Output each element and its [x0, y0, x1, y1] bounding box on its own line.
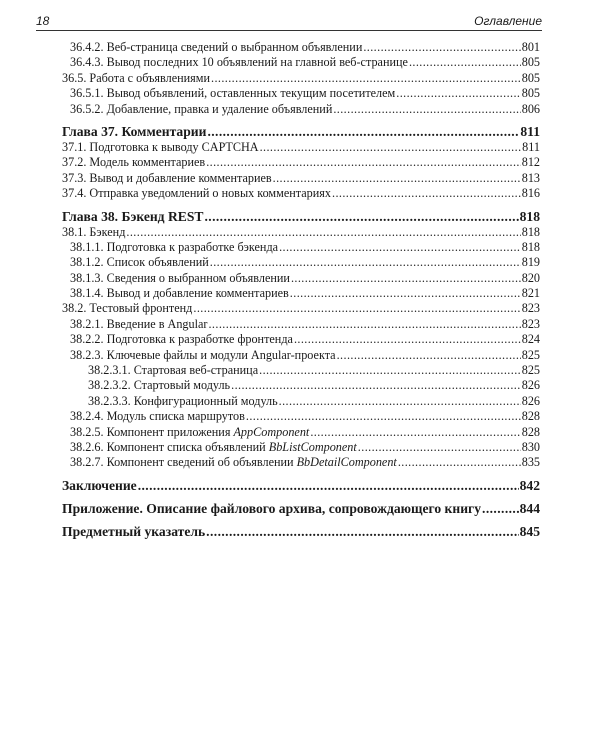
- toc-entry-title: [62, 171, 272, 186]
- toc-entry-title: [62, 478, 137, 493]
- toc-entry-title: [70, 55, 408, 70]
- toc-entry-title-text: 38.2.3.2. Стартовый модуль: [88, 378, 231, 393]
- dot-leader: [337, 348, 521, 363]
- toc-entry-title-text: Глава 37. Комментарии: [62, 123, 207, 139]
- toc-entry-page: 818: [519, 208, 540, 224]
- toc-entry-page: 801: [521, 40, 540, 54]
- toc-chapter-entry: [62, 524, 540, 540]
- toc-entry: [62, 40, 540, 55]
- toc-chapter-entry: [62, 209, 540, 225]
- dot-leader: [398, 455, 521, 470]
- toc-entry-title-text: 38.2.3. Ключевые файлы и модули Angular-проекта: [70, 347, 336, 362]
- dot-leader: [260, 140, 522, 155]
- toc-entry: [62, 286, 540, 301]
- toc-entry: [62, 155, 540, 170]
- toc-entry-title: [70, 255, 209, 270]
- toc-entry-page: 828: [521, 409, 540, 424]
- toc-entry-page: 805: [521, 70, 540, 85]
- toc-chapter-entry: [62, 501, 540, 517]
- toc-entry-title-text: 38.2.7. Компонент сведений об объявлении: [70, 455, 297, 470]
- dot-leader: [193, 301, 520, 316]
- toc-entry: [62, 378, 540, 393]
- dot-leader: [333, 102, 520, 117]
- dot-leader: [259, 363, 521, 378]
- toc-entry-title-text: 38.2.3.3. Конфигурационный модуль: [88, 393, 278, 408]
- toc-entry-title: [62, 155, 205, 170]
- toc-entry-page: 823: [521, 316, 540, 331]
- toc-entry: [62, 102, 540, 117]
- toc-entry-title-text: Предметный указатель: [62, 523, 206, 539]
- toc-entry: [62, 409, 540, 424]
- toc-entry-page: 821: [521, 286, 540, 301]
- dot-leader: [279, 394, 521, 409]
- toc-entry-title-text: 38.1.1. Подготовка к разработке бэкенда: [70, 239, 279, 254]
- toc-entry-title: [62, 225, 125, 240]
- toc-entry-page: 826: [521, 378, 540, 393]
- toc-entry-title-text: 36.4.3. Вывод последних 10 объявлений на главной веб-странице: [70, 55, 408, 70]
- toc-entry-title: [88, 363, 258, 378]
- toc-entry-page: 812: [521, 155, 540, 170]
- dot-leader: [279, 240, 521, 255]
- toc-entry-title-italic: AppComponent: [233, 424, 310, 439]
- toc-entry-title: [62, 524, 205, 539]
- toc-entry-page: 825: [521, 347, 540, 362]
- toc-entry-title-text: 38.2.3.1. Стартовая веб-страница: [88, 363, 259, 378]
- dot-leader: [290, 286, 521, 301]
- dot-leader: [310, 425, 520, 440]
- toc-entry-page: 844: [519, 500, 540, 516]
- dot-leader: [206, 155, 521, 170]
- dot-leader: [246, 409, 521, 424]
- page-header: [36, 10, 542, 31]
- toc-entry-page: 818: [521, 224, 540, 239]
- toc-entry-title-text: 38.2.2. Подготовка к разработке фронтенда: [70, 332, 293, 347]
- toc-entry-title-text: Заключение: [62, 477, 137, 493]
- toc-entry: [62, 186, 540, 201]
- toc-entry-page: 828: [521, 424, 540, 439]
- toc-entry-page: 842: [519, 477, 540, 493]
- dot-leader: [409, 55, 521, 70]
- toc-entry-title-text: 38.2.5. Компонент приложения: [70, 424, 234, 439]
- table-of-contents: [62, 40, 540, 540]
- toc-entry: [62, 271, 540, 286]
- toc-entry-page: 811: [522, 139, 540, 154]
- toc-entry-title-text: 37.2. Модель комментариев: [62, 155, 206, 170]
- toc-entry-page: 805: [521, 55, 540, 70]
- toc-entry-page: 813: [521, 170, 540, 185]
- toc-entry-page: 845: [519, 523, 540, 539]
- toc-entry-page: 823: [521, 301, 540, 316]
- toc-entry-title: [62, 186, 331, 201]
- toc-entry-title: [70, 317, 207, 332]
- toc-entry-title: [70, 286, 289, 301]
- dot-leader: [211, 71, 521, 86]
- dot-leader: [207, 124, 519, 139]
- dot-leader: [126, 225, 520, 240]
- toc-entry: [62, 55, 540, 70]
- toc-entry: [62, 301, 540, 316]
- dot-leader: [482, 501, 519, 516]
- toc-entry-title: [70, 271, 290, 286]
- toc-entry-title-text: 38.1.4. Вывод и добавление комментариев: [70, 286, 289, 301]
- dot-leader: [358, 440, 521, 455]
- toc-entry: [62, 440, 540, 455]
- toc-entry-title: [70, 332, 293, 347]
- toc-entry-title-text: 38.1.2. Список объявлений: [70, 255, 209, 270]
- toc-entry-title-italic: BbListComponent: [268, 439, 357, 454]
- toc-entry: [62, 255, 540, 270]
- toc-entry: [62, 171, 540, 186]
- toc-entry-title: [70, 409, 245, 424]
- toc-entry-title-text: 36.5. Работа с объявлениями: [62, 70, 210, 85]
- toc-entry-title-text: 38.1. Бэкенд: [62, 224, 126, 239]
- toc-entry-page: 811: [520, 123, 540, 139]
- toc-entry-title-text: 38.2.6. Компонент списка объявлений: [70, 439, 269, 454]
- toc-entry: [62, 86, 540, 101]
- toc-entry-title-text: 36.4.2. Веб-страница сведений о выбранном объявлении: [70, 40, 363, 54]
- toc-entry: [62, 317, 540, 332]
- toc-entry-title: [88, 394, 278, 409]
- toc-entry-page: 805: [521, 86, 540, 101]
- dot-leader: [332, 186, 521, 201]
- toc-entry: [62, 363, 540, 378]
- toc-entry-title: [88, 378, 230, 393]
- toc-entry-title: [62, 301, 192, 316]
- toc-entry-title: [70, 240, 278, 255]
- toc-entry: [62, 348, 540, 363]
- toc-entry: [62, 455, 540, 470]
- dot-leader: [363, 40, 520, 55]
- toc-entry-page: 826: [521, 393, 540, 408]
- toc-entry-title-text: 38.2. Тестовый фронтенд: [62, 301, 193, 316]
- toc-entry-title-text: 36.5.2. Добавление, правка и удаление объявлений: [70, 101, 333, 116]
- toc-entry-page: 835: [521, 455, 540, 470]
- toc-entry-page: 825: [521, 363, 540, 378]
- toc-entry-page: 806: [521, 101, 540, 116]
- toc-entry-title-text: 37.3. Вывод и добавление комментариев: [62, 170, 272, 185]
- toc-entry-page: 824: [521, 332, 540, 347]
- running-title: Оглавление: [474, 14, 542, 28]
- toc-entry-title-italic: BbDetailComponent: [296, 455, 397, 470]
- dot-leader: [204, 209, 518, 224]
- dot-leader: [396, 86, 520, 101]
- toc-entry-title: [70, 425, 309, 440]
- toc-entry-title: [62, 71, 210, 86]
- toc-entry-page: 819: [521, 255, 540, 270]
- toc-entry-title: [70, 455, 397, 470]
- dot-leader: [273, 171, 521, 186]
- toc-entry-page: 816: [521, 186, 540, 201]
- toc-entry-page: 830: [521, 439, 540, 454]
- page-number: 18: [36, 14, 50, 28]
- dot-leader: [208, 317, 520, 332]
- dot-leader: [294, 332, 521, 347]
- toc-entry-title: [62, 140, 259, 155]
- toc-entry: [62, 425, 540, 440]
- toc-chapter-entry: [62, 124, 540, 140]
- toc-entry-title-text: 38.2.4. Модуль списка маршрутов: [70, 409, 245, 424]
- toc-entry-title-text: 37.1. Подготовка к выводу CAPTCHA: [62, 139, 259, 154]
- toc-entry-title: [70, 40, 362, 55]
- toc-entry-title-text: 37.4. Отправка уведомлений о новых комментариях: [62, 186, 331, 201]
- toc-entry: [62, 240, 540, 255]
- toc-entry-title: [70, 86, 395, 101]
- toc-chapter-entry: [62, 478, 540, 494]
- toc-entry-title: [70, 102, 332, 117]
- toc-entry: [62, 140, 540, 155]
- toc-entry: [62, 332, 540, 347]
- toc-entry-title-text: Глава 38. Бэкенд REST: [62, 208, 204, 224]
- toc-entry-page: 820: [521, 270, 540, 285]
- toc-entry-title: [62, 501, 481, 516]
- toc-entry: [62, 394, 540, 409]
- toc-entry: [62, 225, 540, 240]
- dot-leader: [210, 255, 521, 270]
- toc-entry-page: 818: [521, 239, 540, 254]
- dot-leader: [206, 524, 518, 539]
- dot-leader: [138, 478, 519, 493]
- toc-entry-title-text: 38.2.1. Введение в Angular: [70, 316, 208, 331]
- toc-entry-title: [70, 440, 357, 455]
- toc-entry: [62, 71, 540, 86]
- toc-entry-title: [62, 124, 206, 139]
- toc-entry-title: [70, 348, 336, 363]
- dot-leader: [231, 378, 521, 393]
- toc-entry-title-text: Приложение. Описание файлового архива, сопровождающего книгу: [62, 500, 482, 516]
- toc-entry-title-text: 38.1.3. Сведения о выбранном объявлении: [70, 270, 290, 285]
- dot-leader: [291, 271, 521, 286]
- toc-entry-title-text: 36.5.1. Вывод объявлений, оставленных текущим посетителем: [70, 86, 396, 101]
- toc-entry-title: [62, 209, 203, 224]
